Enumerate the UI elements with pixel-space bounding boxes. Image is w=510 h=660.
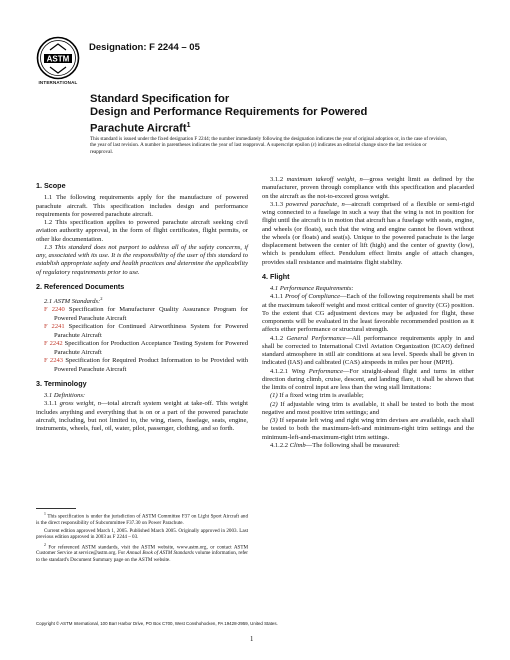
- standard-note: This standard is issued under the fixed designation F 2244; the number immediately following the designation indicates the year of original adoption or, in the case of revision, the year of last revision. A number in parentheses indicates the year of last reapproval. A superscript epsilon (ε) indicates an editorial change since the last revision or reapproval.: [90, 136, 447, 155]
- para-1-3: 1.3 This standard does not purport to address all of the safety concerns, if any, associated with its use. It is the responsibility of the user of this standard to establish appropriate safety and health practices and determine the applicability of regulatory requirements prior to use.: [36, 243, 248, 276]
- logo-text: ASTM: [46, 54, 70, 64]
- section-heading-scope: 1. Scope: [36, 181, 66, 190]
- reference-link[interactable]: F 2241: [44, 323, 65, 331]
- reference-item: F 2241 Specification for Continued Airworthiness System for Powered Parachute Aircraft: [44, 323, 249, 339]
- para-3-1: 3.1 Definitions:: [44, 392, 86, 400]
- para-3-1-2: 3.1.2 maximum takeoff weight, n—gross weight limit as defined by the manufacturer, proven through compliance with this specification and placarded on the aircraft as the not-to-exceed gross weight.: [262, 176, 474, 200]
- para-3-1-3: 3.1.3 powered parachute, n—aircraft comprised of a flexible or semi-rigid wing connected to a fuselage in such a way that the wing is not in position for flight until the aircraft is in motion that aircraft has a fuselage with seats, engine, and wheels (or floats), such that the wing and engine cannot be flown without the wheels (or floats) and seat(s). Unique to the powered parachute is the large displacement between the center of lift (high) and the center of gravity (low), which is pendulum effect. Pendulum effect limits angle of attach changes, provides stall resistance and maintains flight stability.: [262, 200, 474, 266]
- para-4-1-2-2: 4.1.2.2 Climb—The following shall be measured:: [270, 441, 400, 449]
- reference-link[interactable]: F 2243: [44, 357, 64, 365]
- para-4-1-2-1: 4.1.2.1 Wing Performance—For straight-ahead flight and turns in either direction during climb, cruise, descent, and landing flare, it shall be shown that the limits of control input are less than the wing stall limitations:: [262, 367, 474, 391]
- reference-link[interactable]: F 2240: [44, 306, 65, 314]
- item-2: (2) If adjustable wing trim is available, it shall be tested to both the most negative and most positive trim settings; and: [262, 400, 474, 416]
- astm-logo: [36, 36, 80, 80]
- logo-caption: INTERNATIONAL: [38, 80, 78, 85]
- item-1: (1) If a fixed wing trim is available;: [270, 392, 364, 400]
- title-line-2: Design and Performance Requirements for Powered: [90, 106, 368, 118]
- reference-link[interactable]: F 2242: [44, 340, 63, 348]
- section-heading-terminology: 3. Terminology: [36, 378, 87, 388]
- left-column: [36, 176, 248, 433]
- title-line-1: Standard Specification for: [90, 93, 230, 105]
- reference-item: F 2242 Specification for Production Acceptance Testing System for Powered Parachute Aircraft: [44, 340, 248, 356]
- item-3: (3) If separate left wing and right wing trim devises are available, each shall be tested to both the maximum-left-and minimum-right trim settings and the minimum-left-and-maximum-right trim settings.: [262, 417, 475, 441]
- reference-item: F 2240 Specification for Manufacturer Quality Assurance Program for Powered Parachute Aircraft: [44, 306, 248, 322]
- page-number: 1: [250, 636, 254, 643]
- copyright: Copyright © ASTM International, 100 Barr Harbor Drive, PO Box C700, West Conshohocken, PA 19428-2959, United States.: [36, 621, 278, 626]
- title-line-3: Parachute Aircraft: [90, 122, 187, 135]
- reference-item: F 2243 Specification for Required Product Information to be Provided with Powered Parachute Aircraft: [44, 357, 249, 373]
- para-1-1: 1.1 The following requirements apply for the manufacture of powered parachute aircraft. This specification includes design and performance requirements for powered parachute aircraft.: [36, 194, 248, 218]
- right-column: [262, 176, 474, 450]
- footnote-2: $^2$ For referenced ASTM standards, visit the ASTM website, www.astm.org, or contact ASTM Customer Service at service@astm.org. For Annual Book of ASTM Standards volume information, refer to the standard's Document Summary page on the ASTM website.: [36, 542, 248, 563]
- footnotes: [36, 511, 248, 564]
- reference-list: [36, 306, 248, 374]
- para-3-1-1: 3.1.1 gross weight, n—total aircraft system weight at take-off. This weight includes anything and everything that is on or a part of the powered parachute aircraft, including, but not limited to, the wing, risers, fuselage, seats, engine, instruments, wheels, fuel, oil, water, pilot, passenger, clothing, and so forth.: [36, 400, 249, 433]
- title-footnote-mark: 1: [186, 122, 191, 129]
- document-title: [90, 93, 450, 136]
- footnote-rule: [36, 508, 76, 509]
- para-4-1-2: 4.1.2 General Performance—All performance requirements apply in and shall be corrected to International Civil Aviation Organization (ICAO) defined standard atmosphere in still air conditions at sea level. Speeds shall be given in indicated (IAS) and calibrated (CAS) airspeeds in miles per hour (MPH).: [262, 334, 474, 367]
- designation: Designation: F 2244 – 05: [89, 42, 200, 53]
- para-4-1: 4.1 Performance Requirements:: [270, 285, 354, 292]
- section-heading-flight: 4. Flight: [262, 271, 290, 281]
- footnote-1b: Current edition approved March 1, 2005. Published March 2005. Originally approved in 2003. Last previous edition approved in 2003 as F 2244 – 03.: [36, 527, 248, 540]
- para-4-1-1: 4.1.1 Proof of Compliance—Each of the following requirements shall be met at the maximum takeoff weight and most critical center of gravity (CG) position. To the extent that CG adjustment devices may be adjusted for flight, these components will be evaluated in the least favorable recommended position as it affects either performance or structural strength.: [262, 293, 474, 334]
- footnote-1: $^1$ This specification is under the jurisdiction of ASTM Committee F37 on Light Sport Aircraft and is the direct responsibility of Subcommittee F37.30 on Power Parachute.: [36, 512, 248, 526]
- para-2-1: 2.1 ASTM Standards:$^2$: [44, 296, 103, 306]
- para-1-2: 1.2 This specification applies to powered parachute aircraft seeking civil aviation authority approval, in the form of flight certificates, flight permits, or other like documentation.: [36, 219, 248, 243]
- section-heading-referenced: 2. Referenced Documents: [36, 281, 125, 291]
